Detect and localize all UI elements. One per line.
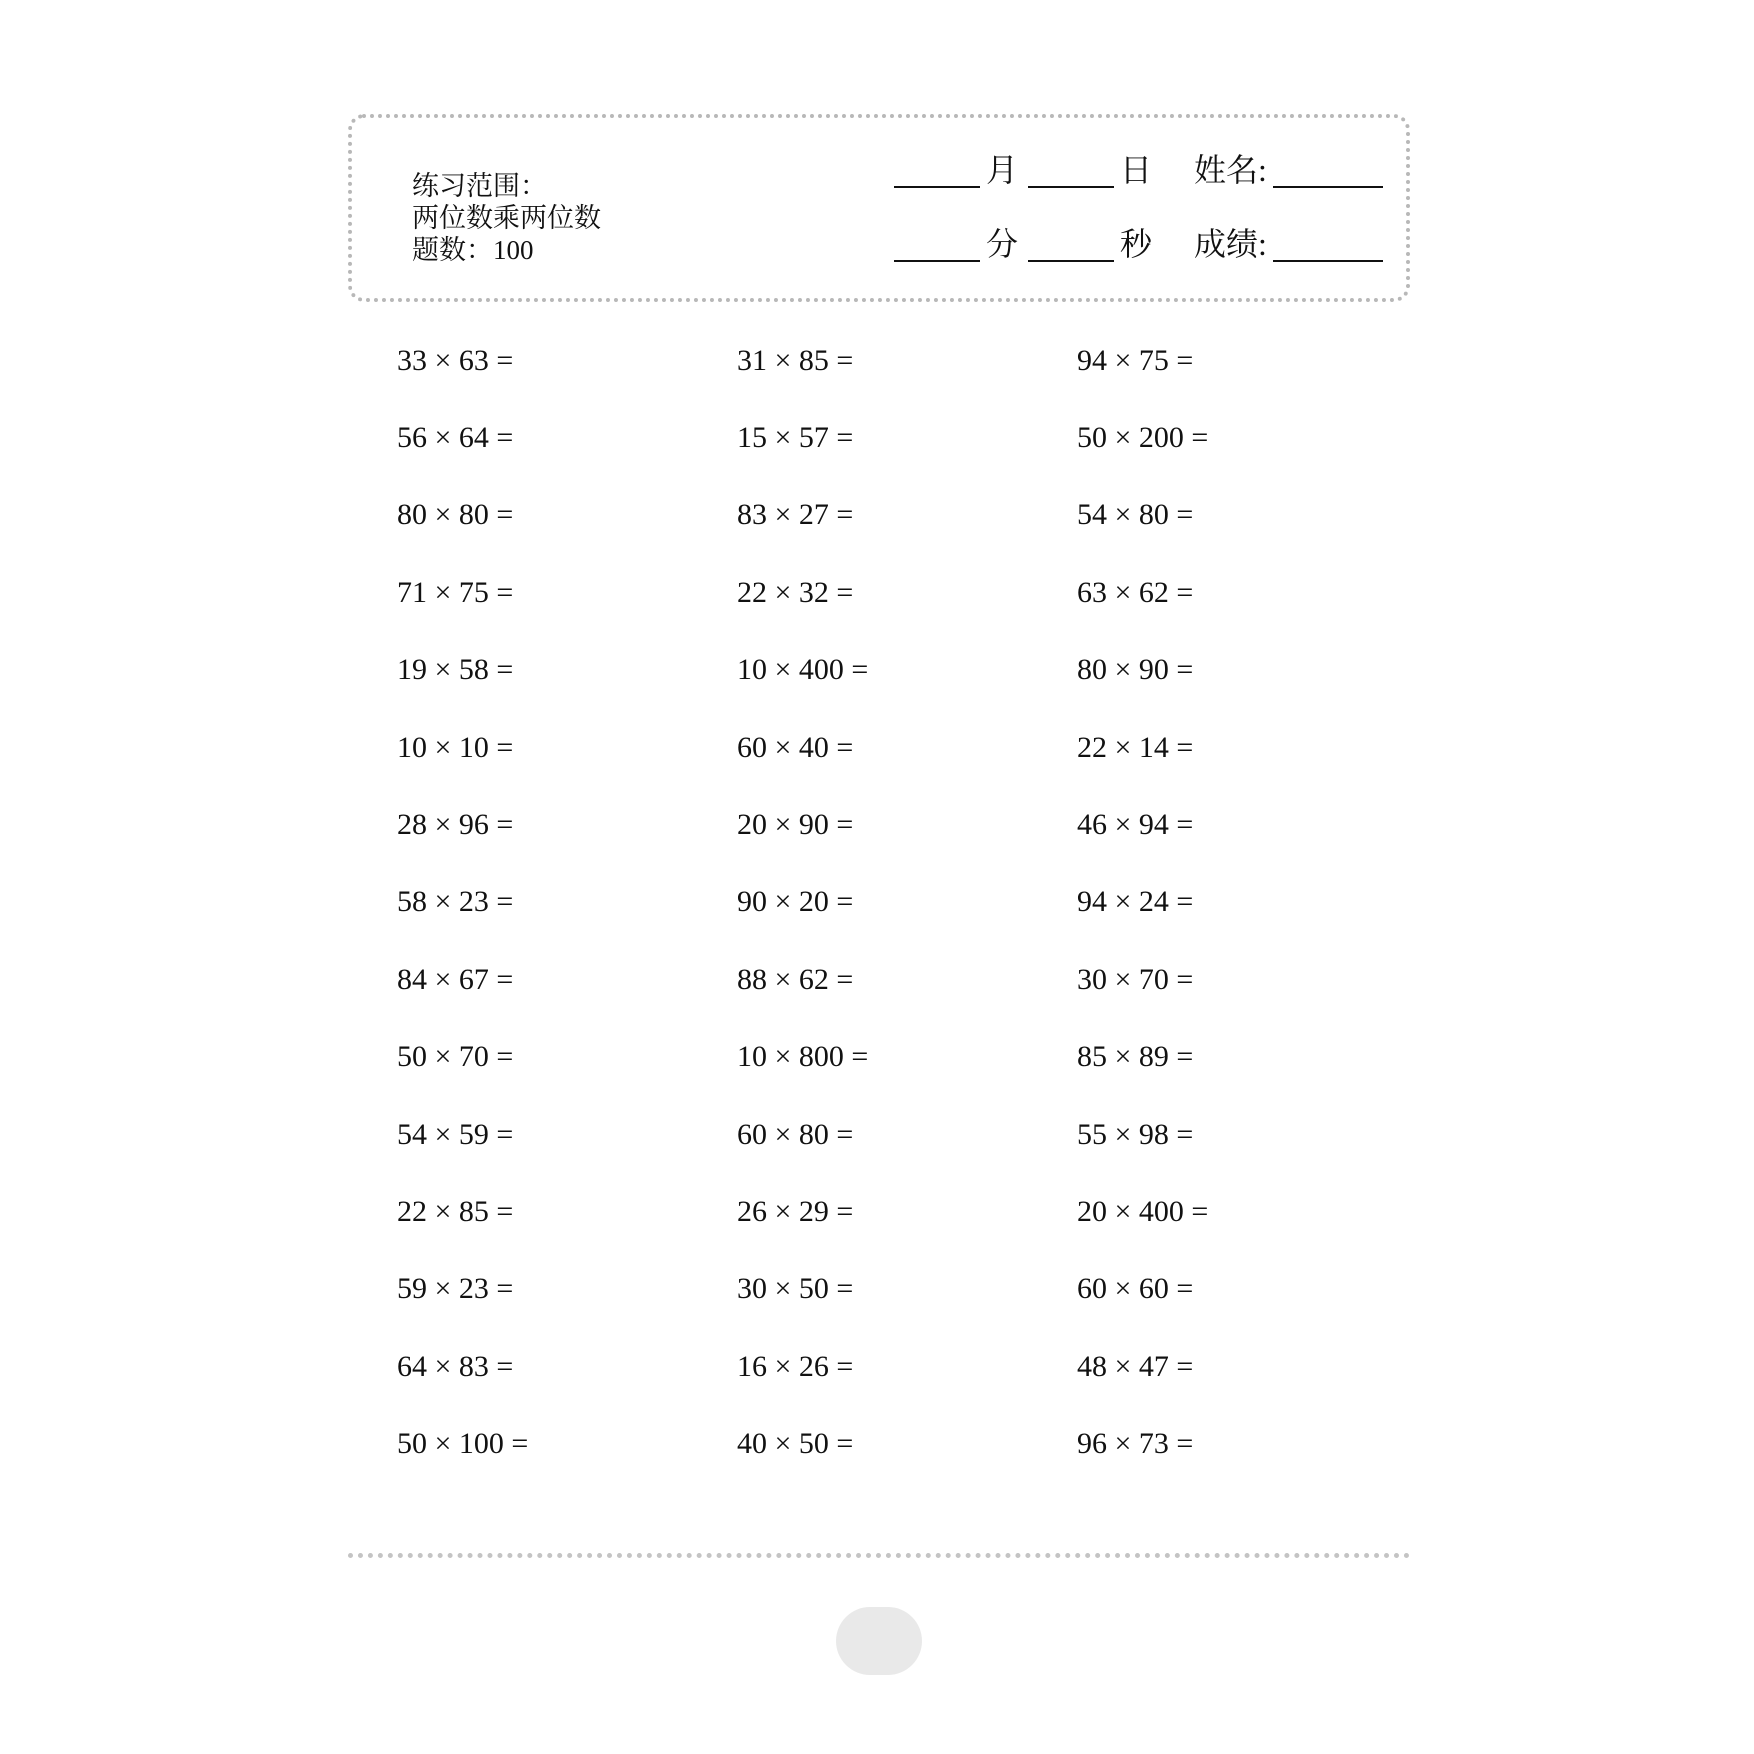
- problem-item: 30 × 70 =: [1077, 962, 1194, 996]
- score-blank[interactable]: [1273, 224, 1383, 262]
- problem-item: 54 × 80 =: [1077, 498, 1194, 532]
- problem-item: 80 × 90 =: [1077, 653, 1194, 687]
- student-fields: [894, 146, 1383, 262]
- problem-item: 50 × 70 =: [397, 1040, 514, 1074]
- problem-item: 85 × 89 =: [1077, 1040, 1194, 1074]
- worksheet-header-box: [348, 114, 1410, 302]
- problem-item: 94 × 24 =: [1077, 885, 1194, 919]
- problem-item: 94 × 75 =: [1077, 343, 1194, 377]
- problem-item: 22 × 14 =: [1077, 730, 1194, 764]
- name-label: 姓名:: [1194, 152, 1267, 188]
- problem-item: 50 × 200 =: [1077, 421, 1209, 455]
- problem-item: 88 × 62 =: [737, 962, 854, 996]
- problem-item: 31 × 85 =: [737, 343, 854, 377]
- problem-item: 96 × 73 =: [1077, 1427, 1194, 1461]
- problem-item: 59 × 23 =: [397, 1272, 514, 1306]
- footer-divider: [348, 1553, 1410, 1558]
- month-blank[interactable]: [894, 150, 980, 188]
- problem-count: 题数：100: [412, 235, 534, 265]
- second-blank[interactable]: [1028, 224, 1114, 262]
- problem-item: 30 × 50 =: [737, 1272, 854, 1306]
- problem-row: [397, 1173, 1417, 1250]
- problem-item: 50 × 100 =: [397, 1427, 529, 1461]
- practice-info: [412, 170, 601, 266]
- problem-item: 40 × 50 =: [737, 1427, 854, 1461]
- problem-item: 20 × 90 =: [737, 808, 854, 842]
- problem-item: 46 × 94 =: [1077, 808, 1194, 842]
- problem-item: 20 × 400 =: [1077, 1194, 1209, 1228]
- problem-item: 28 × 96 =: [397, 808, 514, 842]
- problem-row: [397, 632, 1417, 709]
- page-number-badge: [836, 1607, 922, 1675]
- problem-item: 10 × 10 =: [397, 730, 514, 764]
- name-blank[interactable]: [1273, 150, 1383, 188]
- problem-row: [397, 941, 1417, 1018]
- minute-blank[interactable]: [894, 224, 980, 262]
- problem-row: [397, 864, 1417, 941]
- problem-item: 19 × 58 =: [397, 653, 514, 687]
- problem-row: [397, 399, 1417, 476]
- problem-item: 16 × 26 =: [737, 1349, 854, 1383]
- problem-item: 15 × 57 =: [737, 421, 854, 455]
- problem-item: 64 × 83 =: [397, 1349, 514, 1383]
- problem-row: [397, 1096, 1417, 1173]
- problem-item: 60 × 60 =: [1077, 1272, 1194, 1306]
- problem-item: 83 × 27 =: [737, 498, 854, 532]
- problem-item: 22 × 85 =: [397, 1194, 514, 1228]
- day-label: 日: [1120, 152, 1153, 188]
- problem-item: 10 × 400 =: [737, 653, 869, 687]
- second-label: 秒: [1120, 226, 1153, 262]
- problem-row: [397, 1251, 1417, 1328]
- month-label: 月: [986, 152, 1019, 188]
- practice-range-label: 练习范围：: [412, 171, 547, 201]
- problem-item: 58 × 23 =: [397, 885, 514, 919]
- score-label: 成绩:: [1194, 226, 1267, 262]
- practice-range-value: 两位数乘两位数: [412, 203, 601, 233]
- problem-item: 10 × 800 =: [737, 1040, 869, 1074]
- problem-item: 54 × 59 =: [397, 1117, 514, 1151]
- problem-row: [397, 477, 1417, 554]
- problem-item: 48 × 47 =: [1077, 1349, 1194, 1383]
- problem-row: [397, 322, 1417, 399]
- problem-item: 90 × 20 =: [737, 885, 854, 919]
- problem-item: 55 × 98 =: [1077, 1117, 1194, 1151]
- problem-row: [397, 1328, 1417, 1405]
- problem-item: 26 × 29 =: [737, 1194, 854, 1228]
- problem-item: 33 × 63 =: [397, 343, 514, 377]
- problem-grid: [397, 322, 1417, 1483]
- problem-row: [397, 554, 1417, 631]
- problem-item: 60 × 80 =: [737, 1117, 854, 1151]
- problem-item: 60 × 40 =: [737, 730, 854, 764]
- problem-item: 84 × 67 =: [397, 962, 514, 996]
- problem-item: 71 × 75 =: [397, 575, 514, 609]
- date-name-row: [894, 146, 1383, 188]
- problem-item: 56 × 64 =: [397, 421, 514, 455]
- problem-row: [397, 1019, 1417, 1096]
- problem-row: [397, 709, 1417, 786]
- minute-label: 分: [986, 226, 1019, 262]
- problem-item: 80 × 80 =: [397, 498, 514, 532]
- problem-row: [397, 1405, 1417, 1482]
- problem-item: 22 × 32 =: [737, 575, 854, 609]
- time-score-row: [894, 220, 1383, 262]
- day-blank[interactable]: [1028, 150, 1114, 188]
- problem-item: 63 × 62 =: [1077, 575, 1194, 609]
- problem-row: [397, 786, 1417, 863]
